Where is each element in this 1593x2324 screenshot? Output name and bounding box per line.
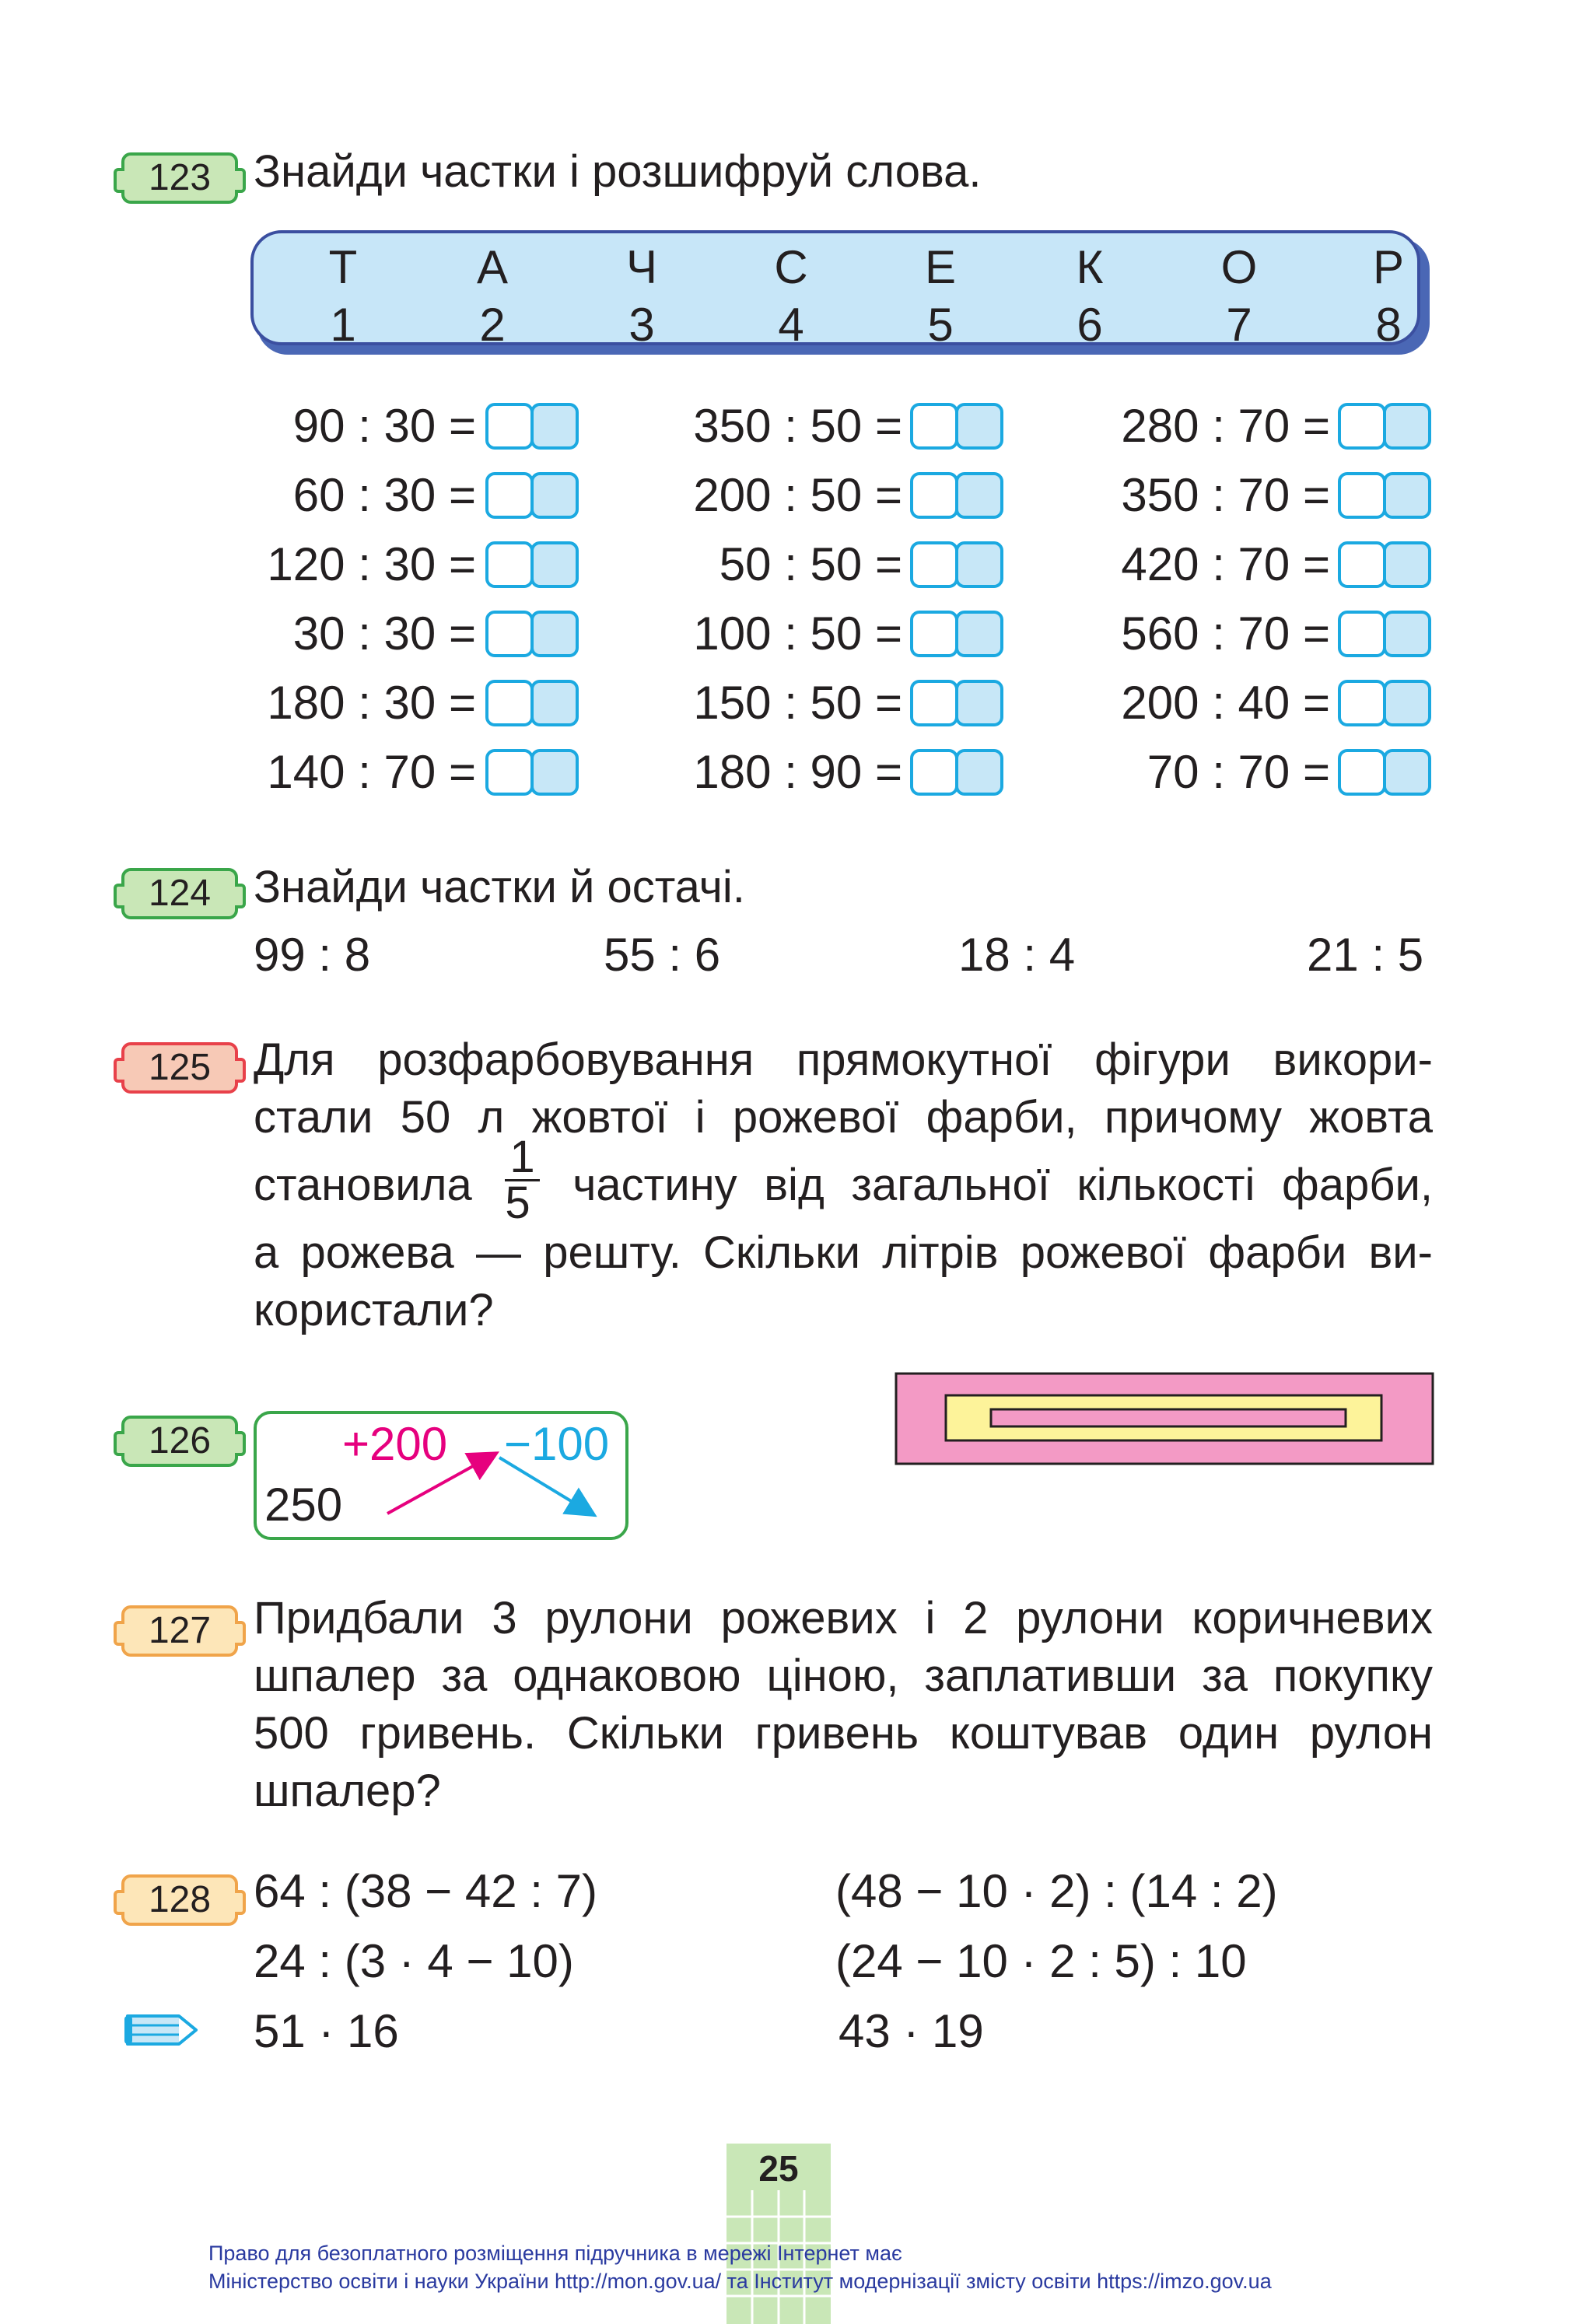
cipher-letter: К xyxy=(1076,241,1104,293)
division-expression: 350 : 50 = xyxy=(693,400,902,452)
chain-op-minus: −100 xyxy=(504,1418,610,1470)
division-expression: 560 : 70 = xyxy=(1121,607,1330,660)
answer-boxes[interactable] xyxy=(485,680,580,726)
division-expression: 280 : 70 = xyxy=(1121,400,1330,452)
remainder-expression: 21 : 5 xyxy=(1307,929,1424,981)
answer-boxes[interactable] xyxy=(485,472,580,519)
arrow-minus xyxy=(499,1458,586,1510)
task-number-127: 127 xyxy=(121,1605,238,1657)
expression: (24 − 10 · 2 : 5) : 10 xyxy=(835,1935,1247,1987)
fraction-denominator: 5 xyxy=(505,1178,530,1229)
written-multiplication: 51 · 16 xyxy=(254,2005,399,2057)
answer-boxes[interactable] xyxy=(1338,611,1433,657)
division-expression: 140 : 70 = xyxy=(267,746,476,798)
task-124-title: Знайди частки й остачі. xyxy=(254,862,745,912)
task-number-124: 124 xyxy=(121,868,238,919)
division-expression: 200 : 50 = xyxy=(693,469,902,521)
answer-boxes[interactable] xyxy=(1338,403,1433,450)
task-number-126: 126 xyxy=(121,1416,238,1467)
cipher-letter: Ч xyxy=(626,241,657,293)
text-line: користали? xyxy=(254,1285,494,1335)
cipher-digit: 7 xyxy=(1226,299,1252,351)
answer-boxes[interactable] xyxy=(1338,749,1433,796)
text-line: шпалер за однаковою ціною, заплативши за покупку xyxy=(254,1650,1433,1701)
painted-rectangle-figure xyxy=(895,1372,1436,1467)
text-line: а рожева — решту. Скільки літрів рожевої фарби ви- xyxy=(254,1227,1433,1278)
task-127-text xyxy=(254,1590,1433,1820)
division-expression: 70 : 70 = xyxy=(1147,746,1330,798)
answer-boxes[interactable] xyxy=(485,541,580,588)
answer-boxes[interactable] xyxy=(910,403,1005,450)
text-fragment: частину від загальної кількості фарби, xyxy=(572,1160,1433,1210)
expression: (48 − 10 · 2) : (14 : 2) xyxy=(835,1865,1278,1917)
pencil-icon xyxy=(121,2011,199,2049)
remainder-expression: 99 : 8 xyxy=(254,929,371,981)
answer-boxes[interactable] xyxy=(1338,472,1433,519)
fraction xyxy=(505,1132,539,1229)
text-line-with-fraction xyxy=(254,1132,1433,1229)
footer-line-2: Міністерство освіти і науки України http://mon.gov.ua/ та Інститут модернізації змісту освіти https://imzo.gov.ua xyxy=(208,2270,1272,2293)
answer-boxes[interactable] xyxy=(910,749,1005,796)
division-expression: 60 : 30 = xyxy=(292,469,476,521)
task-125-text xyxy=(254,1031,1433,1339)
text-line: Для розфарбовування прямокутної фігури викори- xyxy=(254,1034,1433,1085)
cipher-letter: О xyxy=(1220,241,1258,293)
task-123-title: Знайди частки і розшифруй слова. xyxy=(254,146,982,197)
written-multiplication: 43 · 19 xyxy=(839,2005,984,2057)
answer-boxes[interactable] xyxy=(1338,541,1433,588)
cipher-digit: 3 xyxy=(628,299,655,351)
page-number: 25 xyxy=(758,2148,799,2189)
chain-box xyxy=(254,1411,628,1540)
division-expression: 420 : 70 = xyxy=(1121,538,1330,590)
expression: 24 : (3 · 4 − 10) xyxy=(254,1935,574,1987)
answer-boxes[interactable] xyxy=(485,403,580,450)
answer-boxes[interactable] xyxy=(910,472,1005,519)
division-expression: 180 : 30 = xyxy=(267,677,476,729)
cipher-digit: 5 xyxy=(927,299,954,351)
text-line: Придбали 3 рулони рожевих і 2 рулони коричневих xyxy=(254,1593,1433,1643)
cipher-digit: 4 xyxy=(778,299,804,351)
division-expression: 30 : 30 = xyxy=(292,607,476,660)
task-number-125: 125 xyxy=(121,1042,238,1094)
text-line: 500 гривень. Скільки гривень коштував один рулон xyxy=(254,1708,1433,1759)
text-line: шпалер? xyxy=(254,1766,441,1816)
cipher-letter: Р xyxy=(1372,241,1405,293)
cipher-letter: С xyxy=(774,241,808,293)
chain-arrows xyxy=(257,1414,625,1537)
division-expression: 180 : 90 = xyxy=(693,746,902,798)
arrow-plus xyxy=(387,1458,488,1514)
division-expression: 90 : 30 = xyxy=(292,400,476,452)
cipher-digit: 6 xyxy=(1077,299,1103,351)
cipher-digit: 2 xyxy=(479,299,506,351)
chain-op-plus: +200 xyxy=(342,1418,448,1470)
answer-boxes[interactable] xyxy=(910,680,1005,726)
answer-boxes[interactable] xyxy=(485,611,580,657)
task-number-123: 123 xyxy=(121,152,238,204)
answer-boxes[interactable] xyxy=(910,541,1005,588)
remainder-expression: 55 : 6 xyxy=(604,929,721,981)
answer-boxes[interactable] xyxy=(1338,680,1433,726)
division-expression: 150 : 50 = xyxy=(693,677,902,729)
division-expression: 120 : 30 = xyxy=(267,538,476,590)
division-expression: 200 : 40 = xyxy=(1121,677,1330,729)
division-expression: 50 : 50 = xyxy=(719,538,902,590)
text-line: стали 50 л жовтої і рожевої фарби, причому жовта xyxy=(254,1092,1433,1143)
task-number-128: 128 xyxy=(121,1874,238,1926)
answer-boxes[interactable] xyxy=(485,749,580,796)
remainder-expression: 18 : 4 xyxy=(958,929,1076,981)
chain-start-value: 250 xyxy=(264,1479,343,1531)
cipher-letter: Е xyxy=(924,241,957,293)
cipher-digit: 1 xyxy=(330,299,356,351)
footer-line-1: Право для безоплатного розміщення підручника в мережі Інтернет має xyxy=(208,2242,902,2265)
fraction-numerator: 1 xyxy=(505,1136,539,1181)
division-expression: 100 : 50 = xyxy=(693,607,902,660)
text-fragment: становила xyxy=(254,1160,472,1210)
expression: 64 : (38 − 42 : 7) xyxy=(254,1865,597,1917)
division-expression: 350 : 70 = xyxy=(1121,469,1330,521)
cipher-letter: Т xyxy=(328,241,358,293)
cipher-digit: 8 xyxy=(1375,299,1402,351)
answer-boxes[interactable] xyxy=(910,611,1005,657)
cipher-table xyxy=(250,230,1420,351)
cipher-letter: А xyxy=(476,241,509,293)
